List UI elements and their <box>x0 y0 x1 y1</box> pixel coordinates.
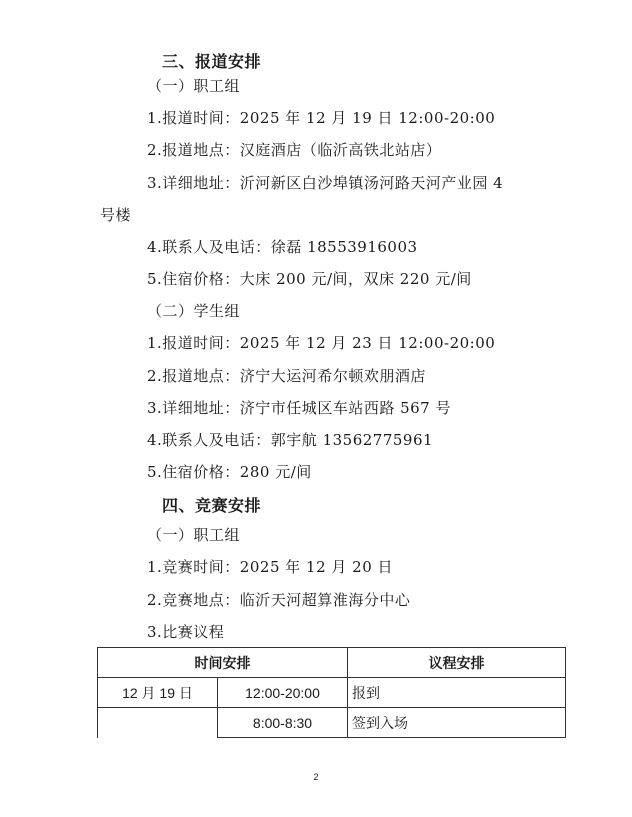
section-3-heading: 三、报道安排 <box>162 52 262 71</box>
section-3-group-2-title: （二）学生组 <box>147 302 241 320</box>
table-header-time: 时间安排 <box>98 648 348 678</box>
paragraph-line: 4.联系人及电话：郭宇航 13562775961 <box>147 431 434 449</box>
section-4-heading: 四、竞赛安排 <box>162 496 262 515</box>
table-cell-time: 8:00-8:30 <box>218 708 348 738</box>
schedule-table <box>97 647 566 738</box>
paragraph-line: 5.住宿价格：大床 200 元/间，双床 220 元/间 <box>147 270 472 288</box>
section-4-group-1-title: （一）职工组 <box>147 526 241 544</box>
paragraph-line: 3.详细地址：沂河新区白沙埠镇汤河路天河产业园 4 <box>147 174 504 192</box>
table-cell-date <box>98 708 218 738</box>
paragraph-line: 1.报道时间：2025 年 12 月 23 日 12:00-20:00 <box>147 334 496 352</box>
paragraph-line: 4.联系人及电话：徐磊 18553916003 <box>147 238 418 256</box>
paragraph-line: 2.竞赛地点：临沂天河超算淮海分中心 <box>147 591 411 609</box>
paragraph-line: 1.报道时间：2025 年 12 月 19 日 12:00-20:00 <box>147 109 496 127</box>
table-header-agenda: 议程安排 <box>348 648 566 678</box>
table-cell-agenda: 签到入场 <box>348 708 566 738</box>
table-cell-date: 12 月 19 日 <box>98 678 218 708</box>
paragraph-line: 号楼 <box>100 206 132 224</box>
table-row <box>98 678 566 708</box>
paragraph-line: 5.住宿价格：280 元/间 <box>147 463 312 481</box>
paragraph-line: 2.报道地点：济宁大运河希尔顿欢朋酒店 <box>147 367 426 385</box>
paragraph-line: 2.报道地点：汉庭酒店（临沂高铁北站店） <box>147 141 442 159</box>
table-cell-time: 12:00-20:00 <box>218 678 348 708</box>
paragraph-line: 1.竞赛时间：2025 年 12 月 20 日 <box>147 558 394 576</box>
table-row <box>98 708 566 738</box>
section-3-group-1-title: （一）职工组 <box>147 77 241 95</box>
page-number: 2 <box>313 772 319 782</box>
paragraph-line: 3.比赛议程 <box>147 623 225 641</box>
table-header-row <box>98 648 566 678</box>
paragraph-line: 3.详细地址：济宁市任城区车站西路 567 号 <box>147 399 451 417</box>
table-cell-agenda: 报到 <box>348 678 566 708</box>
